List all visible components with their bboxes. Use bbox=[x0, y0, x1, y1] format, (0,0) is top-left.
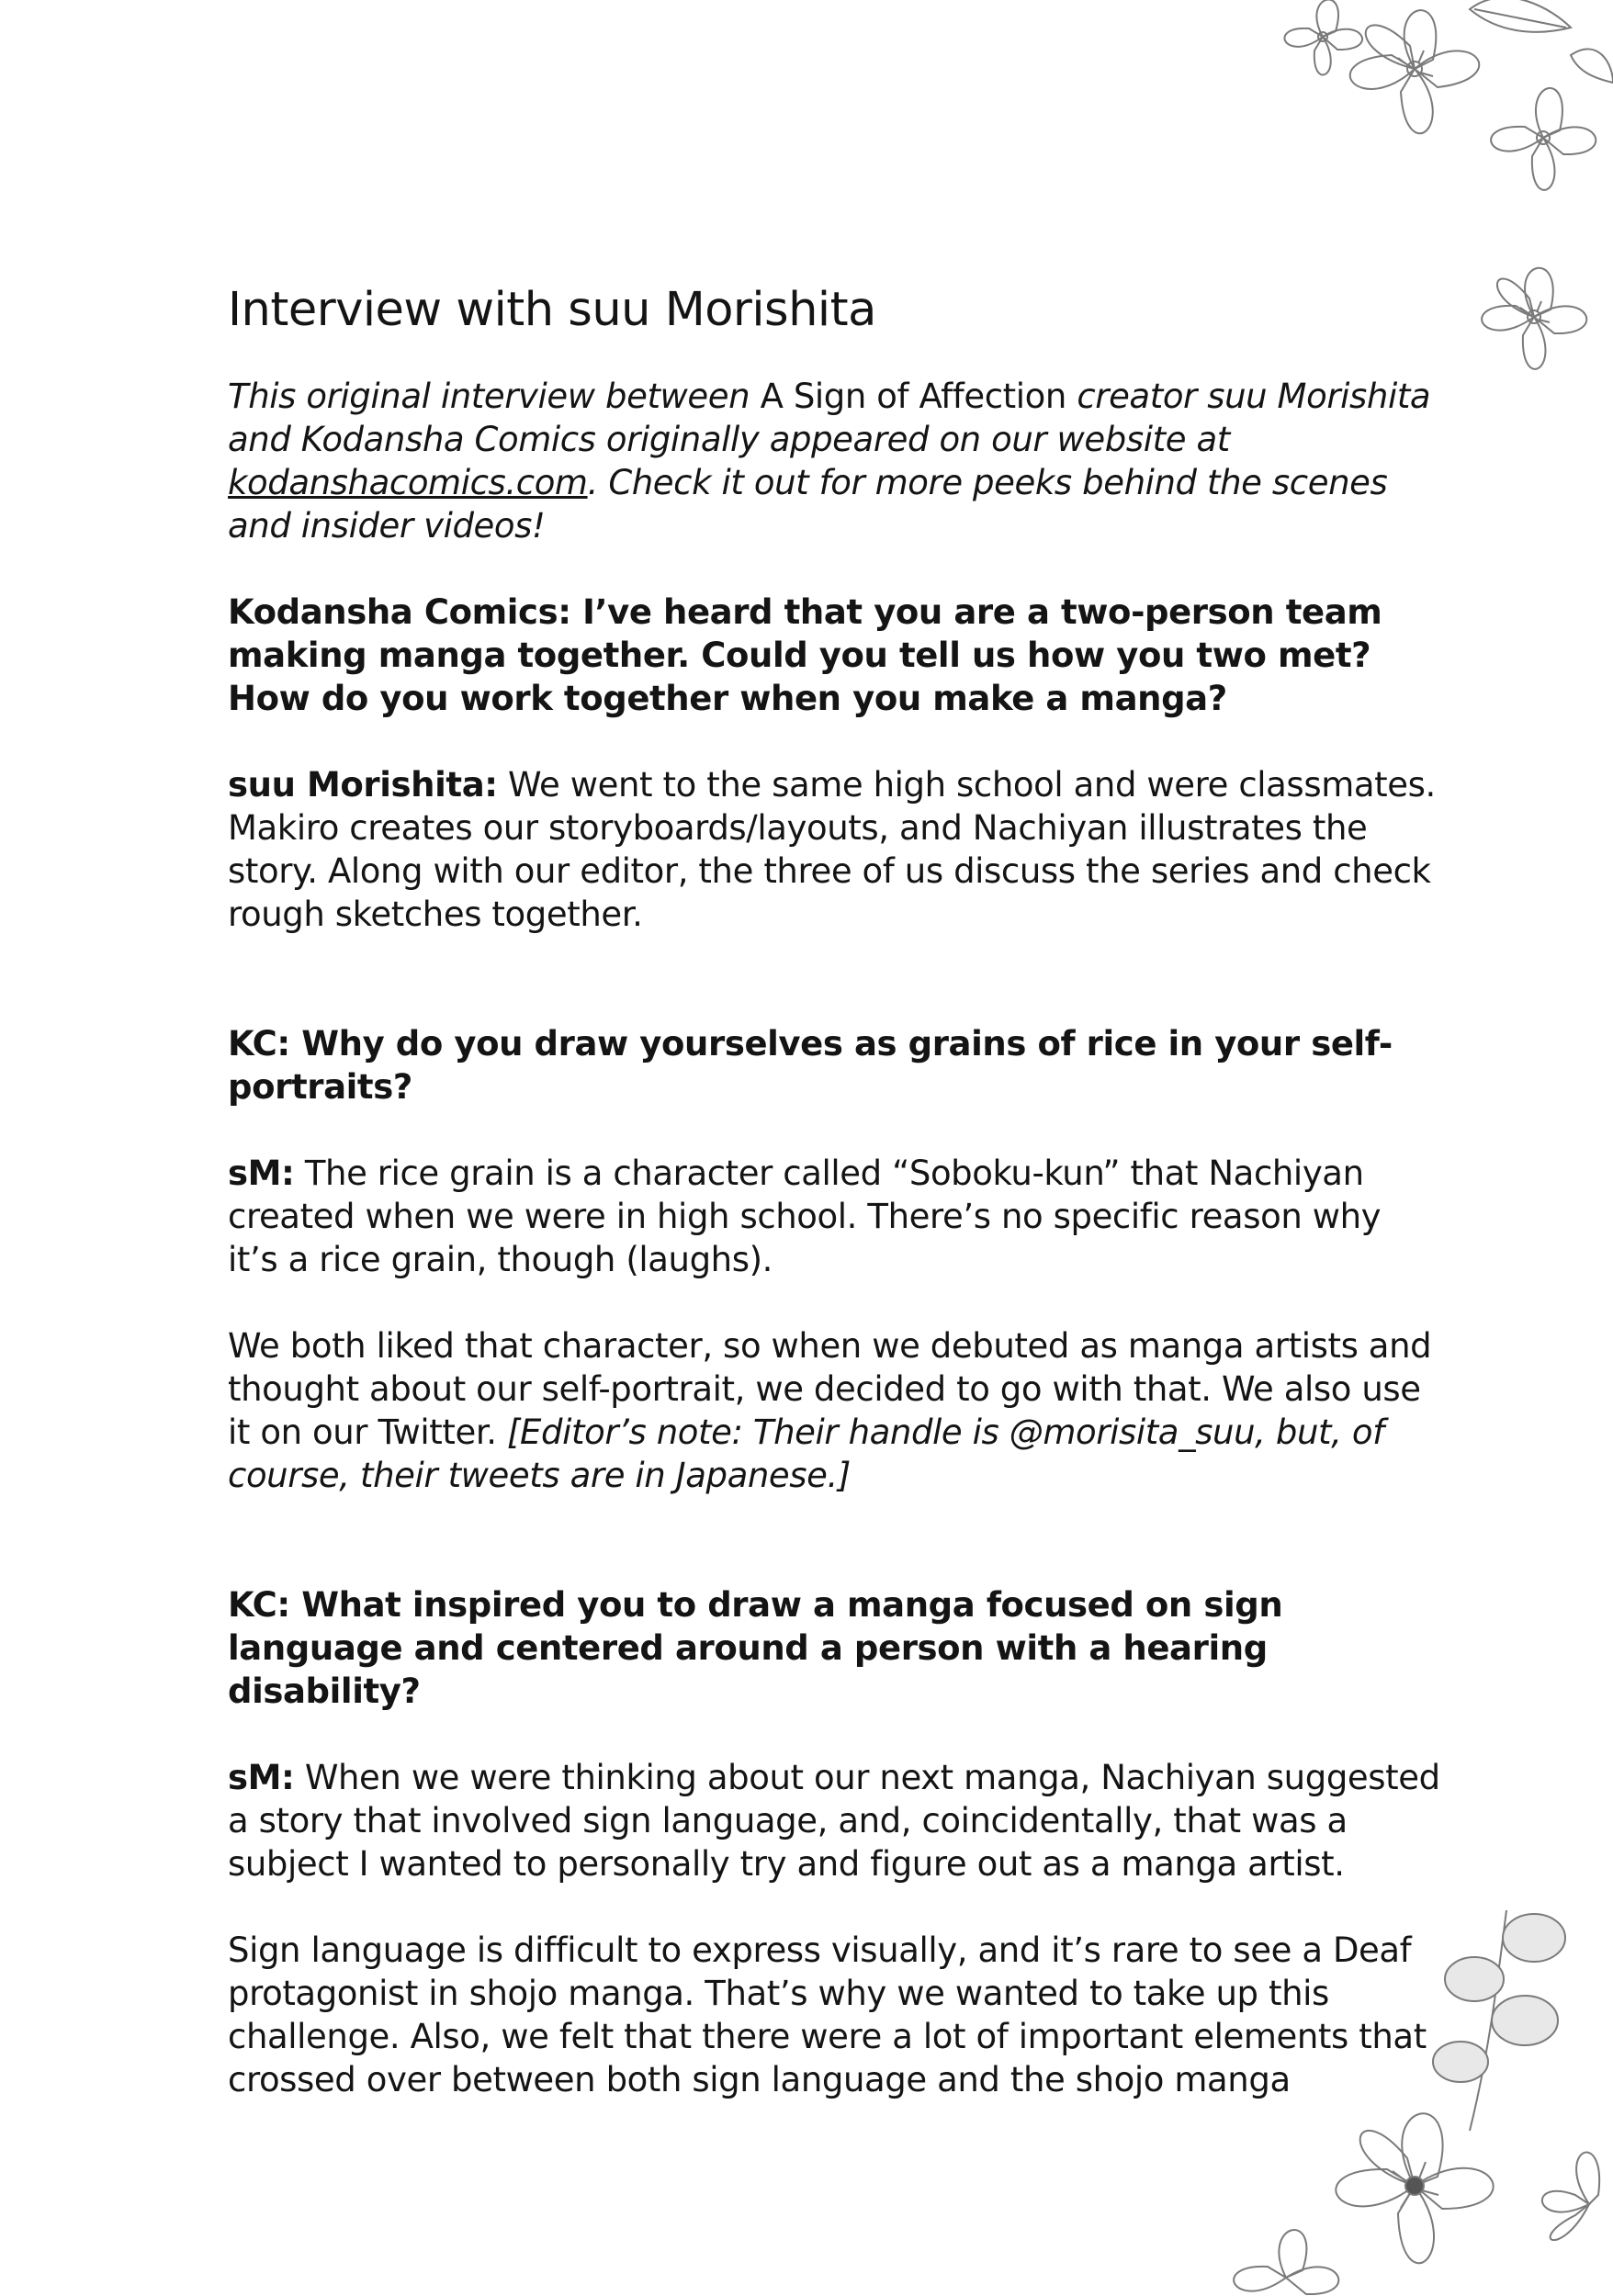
work-title: A Sign of Affection bbox=[760, 377, 1066, 416]
intro-tail: . Check it out for more peeks behind the scenes and insider videos! bbox=[228, 463, 1388, 546]
question-text: I’ve heard that you are a two-person team making manga together. Could you tell us how you two met? How do you work together when you make a manga? bbox=[228, 592, 1382, 718]
answer-text: When we were thinking about our next manga, Nachiyan suggested a story that involved sign language, and, coincidentally, that was a subject I wanted to personally try and figure out as a manga artist. bbox=[228, 1758, 1440, 1884]
website-link[interactable]: kodanshacomics.com bbox=[228, 463, 588, 502]
question-3 bbox=[228, 1583, 1440, 1713]
answer-text: We both liked that character, so when we debuted as manga artists and thought about our self-portrait, we decided to go with that. We also use it on our Twitter. bbox=[228, 1326, 1432, 1452]
answer-2-continued bbox=[228, 1324, 1440, 1497]
question-speaker: Kodansha Comics: bbox=[228, 592, 571, 632]
question-speaker: KC: bbox=[228, 1024, 290, 1064]
answer-text: The rice grain is a character called “Soboku-kun” that Nachiyan created when we were in high school. There’s no specific reason why it’s a rice grain, though (laughs). bbox=[228, 1154, 1382, 1279]
answer-speaker: sM: bbox=[228, 1758, 295, 1797]
answer-speaker: sM: bbox=[228, 1154, 295, 1193]
interview-body bbox=[228, 375, 1440, 2144]
answer-speaker: suu Morishita: bbox=[228, 765, 498, 805]
question-2 bbox=[228, 1022, 1440, 1109]
intro-mid: creator suu Morishita and Kodansha Comics originally appeared on our website at bbox=[228, 377, 1431, 459]
intro-paragraph bbox=[228, 375, 1440, 547]
flower-cluster-top-right-icon bbox=[1139, 0, 1613, 386]
question-speaker: KC: bbox=[228, 1585, 290, 1625]
answer-3-continued bbox=[228, 1929, 1440, 2101]
answer-text: Sign language is difficult to express visually, and it’s rare to see a Deaf protagonist in shojo manga. That’s why we wanted to take up this challenge. Also, we felt that there were a lot of important elements that crossed over between both sign language and the shojo manga bbox=[228, 1930, 1427, 2099]
question-1 bbox=[228, 591, 1440, 720]
answer-text: We went to the same high school and were classmates. Makiro creates our storyboards/layouts, and Nachiyan illustrates the story. Along with our editor, the three of us discuss the series and check rough sketches together. bbox=[228, 765, 1436, 934]
answer-2 bbox=[228, 1152, 1440, 1281]
answer-3 bbox=[228, 1756, 1440, 1885]
answer-1 bbox=[228, 763, 1440, 936]
intro-lead: This original interview between bbox=[228, 377, 761, 416]
question-text: Why do you draw yourselves as grains of rice in your self-portraits? bbox=[228, 1024, 1393, 1107]
editor-note: [Editor’s note: Their handle is @morisita_suu, but, of course, their tweets are in Japanese.] bbox=[228, 1412, 1384, 1495]
page-title: Interview with suu Morishita bbox=[228, 283, 876, 337]
question-text: What inspired you to draw a manga focused on sign language and centered around a person with a hearing disability? bbox=[228, 1585, 1283, 1711]
